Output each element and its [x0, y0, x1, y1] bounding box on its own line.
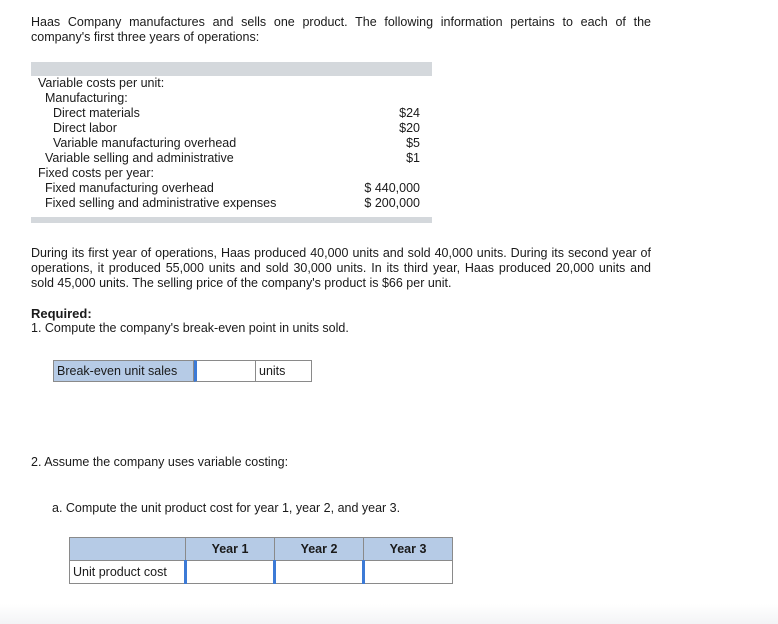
question-2a: a. Compute the unit product cost for year 1, year 2, and year 3. — [52, 501, 401, 515]
breakeven-answer-row — [53, 360, 312, 382]
fixed-mfg-overhead-value: $ 440,000 — [364, 181, 420, 195]
year-2-header: Year 2 — [275, 538, 364, 561]
variable-mfg-overhead-value: $5 — [406, 136, 420, 150]
year-2-input[interactable] — [275, 561, 364, 584]
variable-selling-label: Variable selling and administrative — [45, 151, 234, 165]
direct-labor-value: $20 — [399, 121, 420, 135]
fixed-selling-label: Fixed selling and administrative expenses — [45, 196, 277, 210]
breakeven-unit: units — [256, 360, 312, 382]
direct-materials-label: Direct materials — [53, 106, 140, 120]
page-footer-fade — [0, 604, 778, 624]
variable-mfg-overhead-label: Variable manufacturing overhead — [53, 136, 237, 150]
header-corner-cell — [70, 538, 186, 561]
direct-materials-value: $24 — [399, 106, 420, 120]
required-heading: Required: — [31, 306, 92, 321]
fixed-costs-header: Fixed costs per year: — [38, 166, 155, 180]
year-3-header: Year 3 — [364, 538, 453, 561]
scenario-paragraph: During its first year of operations, Haas produced 40,000 units and sold 40,000 units. During its second year of operations, it produced 55,000 units and sold 30,000 units. In its third year, Haas produced 20,000 units and sold 45,000 units. The selling price of the company's product is $66 per unit. — [31, 246, 651, 290]
variable-costs-header: Variable costs per unit: — [38, 76, 165, 90]
table-row — [31, 76, 432, 91]
table-row — [70, 561, 453, 584]
table-row — [31, 91, 432, 106]
table-row — [31, 151, 432, 166]
year-1-input[interactable] — [186, 561, 275, 584]
year-1-header: Year 1 — [186, 538, 275, 561]
table-header-row — [70, 538, 453, 561]
breakeven-input[interactable] — [194, 360, 256, 382]
table-row — [31, 136, 432, 151]
cost-data-table — [31, 76, 432, 211]
table-bottom-bar — [31, 217, 432, 223]
unit-product-cost-label: Unit product cost — [70, 561, 186, 584]
fixed-selling-value: $ 200,000 — [364, 196, 420, 210]
intro-text: Haas Company manufactures and sells one product. The following information pertains to each of the company's first three years of operations: — [31, 15, 651, 44]
year-3-input[interactable] — [364, 561, 453, 584]
table-row — [31, 106, 432, 121]
table-row — [31, 181, 432, 196]
table-row — [31, 196, 432, 211]
manufacturing-header: Manufacturing: — [45, 91, 128, 105]
breakeven-label: Break-even unit sales — [53, 360, 194, 382]
question-1: 1. Compute the company's break-even point in units sold. — [31, 321, 349, 335]
question-2: 2. Assume the company uses variable costing: — [31, 455, 289, 469]
direct-labor-label: Direct labor — [53, 121, 117, 135]
variable-selling-value: $1 — [406, 151, 420, 165]
table-row — [31, 166, 432, 181]
unit-product-cost-table — [69, 537, 453, 584]
fixed-mfg-overhead-label: Fixed manufacturing overhead — [45, 181, 214, 195]
table-row — [31, 121, 432, 136]
table-top-bar — [31, 62, 432, 76]
